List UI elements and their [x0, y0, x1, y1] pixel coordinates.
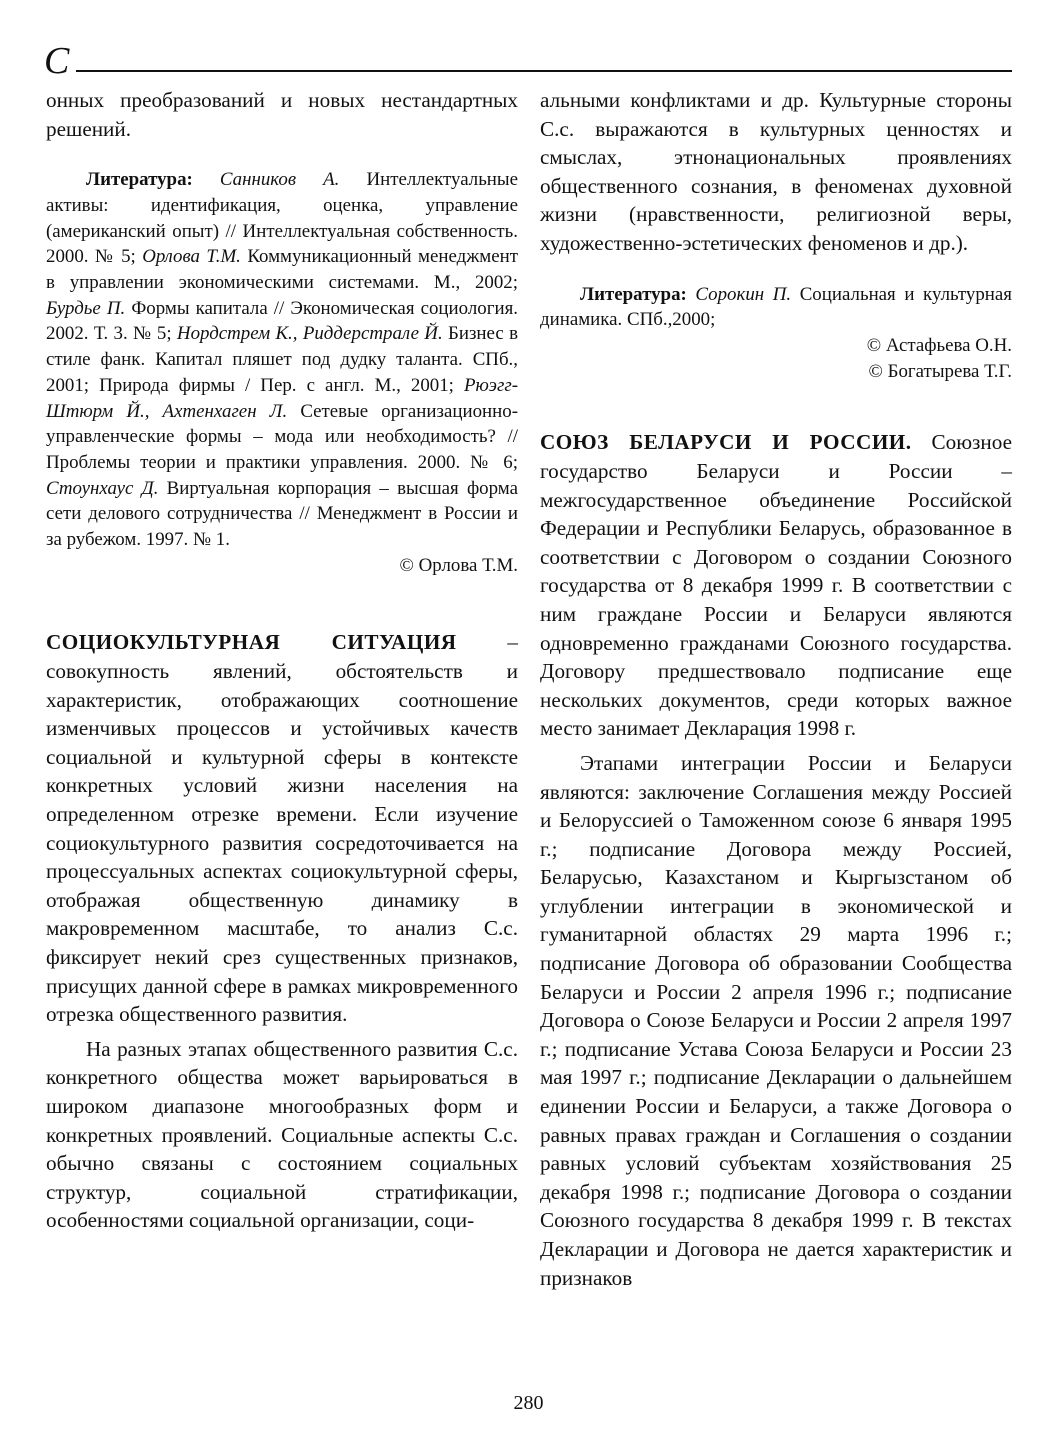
paragraph-cultural: альными конфликтами и др. Культурные стороны С.с. выражаются в культурных ценностях и смыслах, этнонациональных проявлениях общественного сознания, в феноменах духовной жизни (нравственности, религиозной веры, художественно-эстетических феноменов и др.).: [540, 88, 1012, 255]
running-head-letter: С: [44, 40, 70, 82]
entry-text: Союзное государство Беларуси и России – межгосударственное объединение Российской Федерации и Республики Беларусь, образованное в соответствии с Договором о создании Союзного государства от 8 декабря 1999 г. В соответствии с ним граждане России и Беларуси являются одновременно гражданами Союзного государства. Договору предшествовало подписание еще нескольких документов, среди которых важное место занимает Декларация 1998 г.: [540, 430, 1012, 741]
entry-sociocultural: [46, 628, 518, 1028]
paragraph-integration: Этапами интеграции России и Беларуси являются: заключение Соглашения между Россией и Белоруссией о Таможенном союзе 6 января 1995 г.; подписание Договора между Россией, Беларусью, Казахстаном и Кыргызстаном об углублении интеграции в экономической и гуманитарной областях 29 марта 1996 г.; подписание Договора об образовании Сообщества Беларуси и России 2 апреля 1996 г.; подписание Договора о Союзе Беларуси и России 2 апреля 1997 г.; подписание Устава Союза Беларуси и России 23 мая 1997 г.; подписание Декларации о дальнейшем единении России и Беларуси, а также Договора о равных правах граждан и Соглашения о создании равных условий субъектам хозяйствования 25 декабря 1998 г.; подписание Договора о создании Союзного государства 8 декабря 1999 г. В текстах Декларации и Договора не дается характеристик и признаков: [540, 750, 1012, 1290]
literature-orlova: [46, 167, 518, 553]
paragraph-stages: На разных этапах общественного развития С.с. конкретного общества может варьироваться в широком диапазоне многообразных форм и конкретных проявлений. Социальные аспекты С.с. обычно связаны с состоянием социальных структур, социальной стратификации, особенностями социальной организации, соци-: [46, 1036, 518, 1233]
literature-text: Коммуникационный менеджмент в управлении экономическими системами. М., 2002;: [46, 246, 518, 293]
literature-author: Санников А.: [219, 169, 340, 191]
signature-orlova: © Орлова Т.М.: [399, 554, 518, 576]
entry-union: [540, 428, 1012, 743]
literature-body: [46, 169, 518, 550]
signature-bogatyreva: © Богатырева Т.Г.: [868, 360, 1012, 382]
literature-author: Рюэгг-Штюрм Й., Ахтенхаген Л.: [46, 374, 518, 422]
literature-label: Литература:: [86, 169, 193, 191]
literature-sorokin: [540, 282, 1012, 333]
entry-headword: СОЦИОКУЛЬТУРНАЯ СИТУАЦИЯ: [46, 630, 457, 655]
entry-headword: СОЮЗ БЕЛАРУСИ И РОССИИ.: [540, 430, 912, 455]
left-column: [46, 86, 518, 1235]
literature-text: Бизнес в стиле фанк. Капитал пляшет под дудку таланта. СПб., 2001; Природа фирмы / Пер. с англ. М., 2001;: [46, 323, 518, 396]
literature-author: Сорокин П.: [695, 283, 792, 305]
literature-text: Виртуальная корпорация – высшая форма сети делового сотрудничества // Менеджмент в России и за рубежом. 1997. № 1.: [46, 477, 519, 551]
literature-label: Литература:: [580, 283, 687, 305]
paragraph-continuation: онных преобразований и новых нестандартных решений.: [46, 88, 518, 141]
signature-astafyeva: © Астафьева О.Н.: [866, 334, 1012, 356]
literature-author: Орлова Т.М.: [142, 246, 241, 268]
entry-text: – совокупность явлений, обстоятельств и характеристик, отображающих соотношение изменчивых процессов и устойчивых качеств социальной и культурной сферы в контексте конкретных условий жизни населения на определенном отрезке времени. Если изучение социокультурного развития сосредоточивается на процессуальных аспектах социокультурной сферы, отображая общественную динамику в макровременном масштабе, то анализ С.с. фиксирует некий срез существенных признаков, присущих данной сфере в рамках микровременного отрезка общественного развития.: [46, 630, 518, 1027]
literature-text: Сетевые организационно-управленческие формы – мода или необходимость? // Проблемы теории и практики управления. 2000. № 6;: [46, 400, 518, 473]
right-column: [540, 86, 1012, 1292]
literature-text: Интеллектуальные активы: идентификация, оценка, управление (американский опыт) // Интеллектуальная собственность. 2000. № 5;: [46, 169, 518, 268]
header-rule: [76, 70, 1012, 72]
literature-author: Стоунхаус Д.: [46, 477, 159, 499]
literature-text: Формы капитала // Экономическая социология. 2002. Т. 3. № 5;: [46, 297, 518, 345]
page-number: 280: [513, 1392, 544, 1414]
literature-text: Социальная и культурная динамика. СПб.,2000;: [540, 283, 1012, 331]
literature-author: Нордстрем К., Риддерстрале Й.: [176, 323, 443, 345]
literature-author: Бурдье П.: [46, 297, 126, 319]
